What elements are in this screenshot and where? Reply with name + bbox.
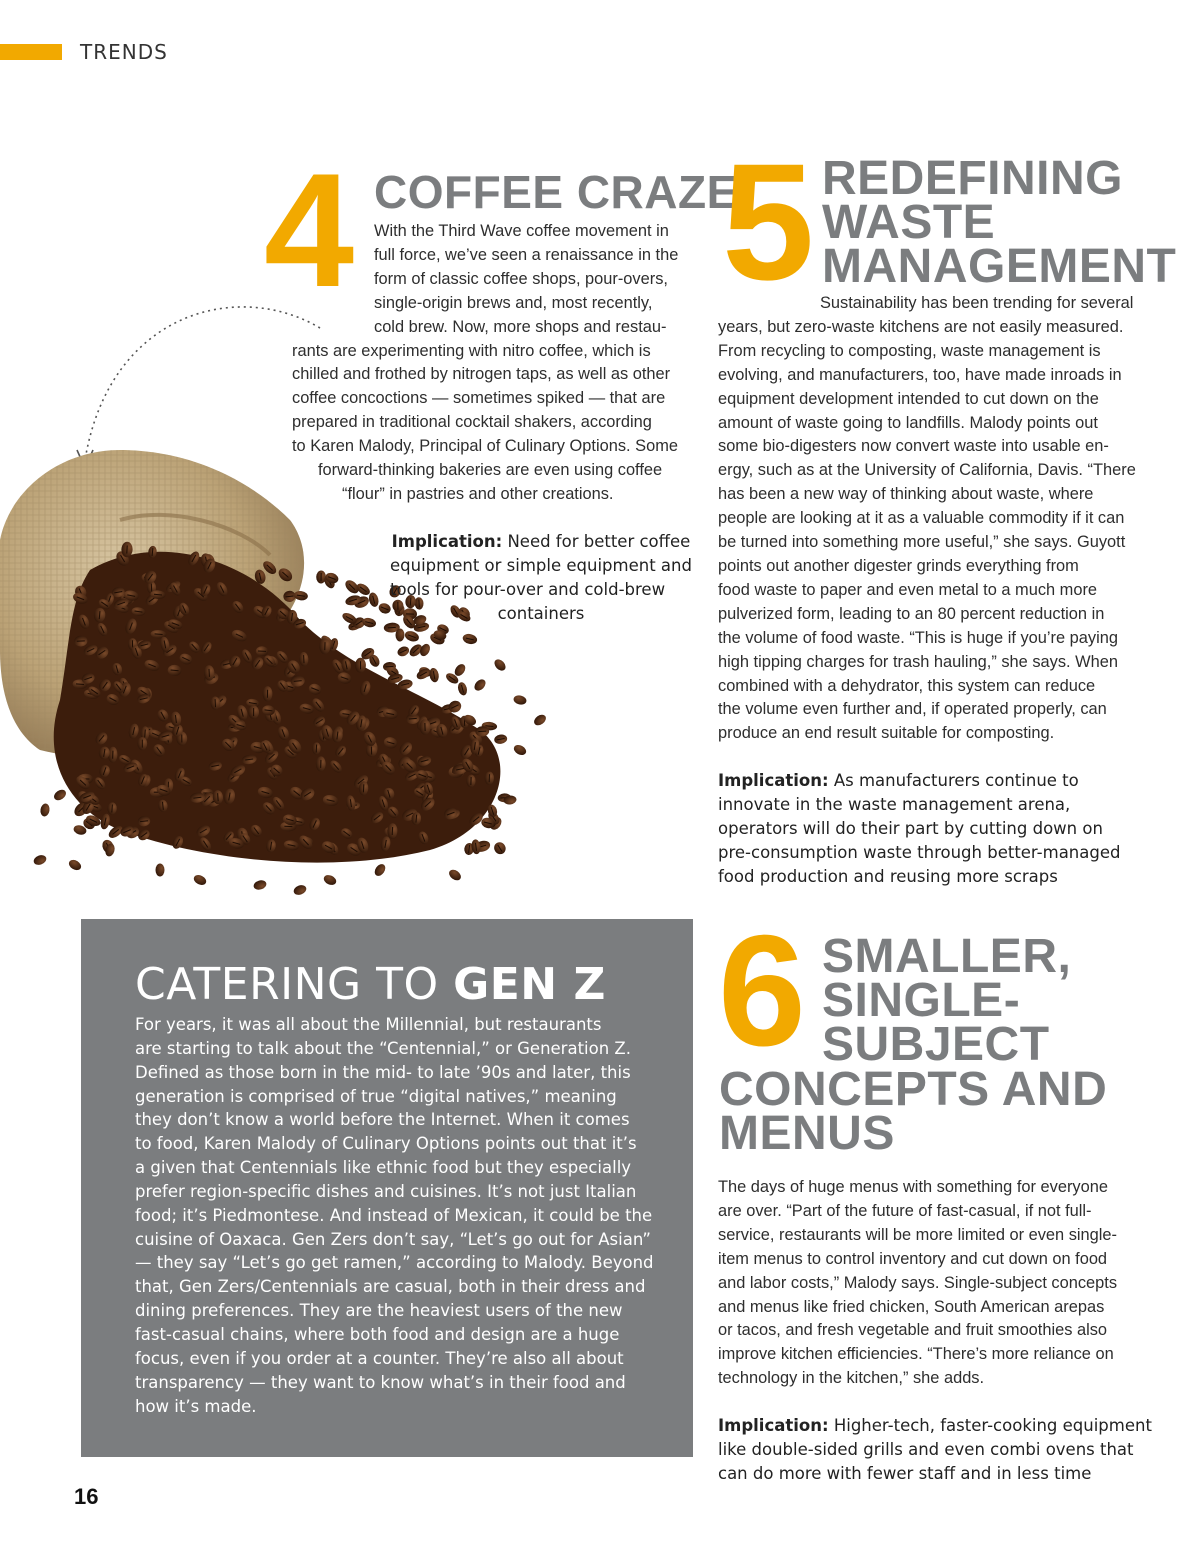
coffee-bean-crease	[388, 627, 396, 628]
trend-4-body	[292, 220, 678, 507]
trend-4-body-line: prepared in traditional cocktail shakers, according	[292, 413, 652, 432]
gen-z-body-line: fast-casual chains, where both food and design are a huge	[135, 1324, 620, 1344]
trend-5-body-line: points out another digester grinds everything from	[718, 556, 1079, 575]
trend-6-number: 6	[718, 903, 806, 1079]
coffee-bean-crease	[171, 670, 179, 671]
trend-4-body-line: form of classic coffee shops, pour-overs,	[374, 269, 668, 288]
implication-text: equipment or simple equipment and	[390, 555, 692, 575]
coffee-bean	[532, 713, 548, 728]
gen-z-body-line: how it’s made.	[135, 1396, 257, 1416]
trend-4-number: 4	[264, 140, 355, 321]
implication-text: can do more with fewer staff and in less time	[718, 1463, 1092, 1483]
coffee-bean	[67, 858, 83, 872]
coffee-bean	[156, 864, 165, 877]
trend-5-body-line: produce an end result suitable for composting.	[718, 724, 1055, 743]
trend-5-number: 5	[722, 130, 815, 315]
trend-6-body-line: improve kitchen efficiencies. “There’s more reliance on	[718, 1345, 1114, 1364]
trend-4-body-line: “flour” in pastries and other creations.	[342, 484, 614, 503]
trend-6-title-line: SINGLE-	[822, 974, 1021, 1028]
gen-z-body-line: are starting to talk about the “Centennial,” or Generation Z.	[135, 1038, 631, 1058]
trend-5-body-line: some bio-digesters now convert waste into usable en-	[718, 437, 1109, 456]
coffee-bean-crease	[145, 730, 146, 738]
coffee-bean	[252, 879, 267, 891]
trend-6-body-line: and labor costs,” Malody says. Single-subject concepts	[718, 1273, 1118, 1292]
coffee-bean	[192, 873, 208, 887]
trend-5-body-line: the volume even further and, if operated properly, can	[718, 700, 1107, 719]
trend-5-body-line: pulverized form, leading to an 80 percent reduction in	[718, 604, 1105, 623]
trend-6-body-line: service, restaurants will be more limited or even single-	[718, 1225, 1117, 1244]
coffee-bean-crease	[409, 718, 417, 719]
trend-5-body-line: high tipping charges for trash hauling,” she says. When	[718, 652, 1118, 671]
coffee-bean-crease	[76, 684, 84, 685]
coffee-bean	[512, 743, 528, 757]
gen-z-body-line: to food, Karen Malody of Culinary Options points out that it’s	[135, 1134, 637, 1154]
trend-5-body-line: Sustainability has been trending for several	[820, 294, 1134, 312]
trend-5-body-line: be turned into something more useful,” she says. Guyott	[718, 533, 1126, 552]
implication-text: like double-sided grills and even combi ovens that	[718, 1439, 1134, 1459]
implication-label: Implication:	[718, 771, 829, 790]
trend-4-implication	[390, 530, 692, 626]
coffee-bean	[472, 677, 487, 693]
implication-text: As manufacturers continue to	[828, 771, 1079, 790]
gen-z-body-line: — they say “Let’s go get ramen,” according to Malody. Beyond	[135, 1253, 654, 1273]
trend-5-implication	[718, 769, 1120, 889]
trend-4-body-line: to Karen Malody, Principal of Culinary Options. Some	[292, 437, 678, 456]
gen-z-body-line: transparency — they want to know what’s in their food and	[135, 1372, 626, 1392]
gen-z-title	[135, 959, 606, 1010]
trend-6-body-line: The days of huge menus with something for everyone	[718, 1178, 1108, 1196]
trend-6-title-line: CONCEPTS AND	[719, 1063, 1108, 1116]
gen-z-body-line: generation is comprised of true “digital natives,” meaning	[135, 1086, 617, 1106]
gen-z-body	[135, 1013, 654, 1418]
trend-6-title-line: SUBJECT	[822, 1018, 1050, 1072]
trend-4-body-line: coffee concoctions — sometimes spiked — that are	[292, 389, 666, 408]
section-label: TRENDS	[80, 40, 168, 64]
trend-5-body-line: ergy, such as at the University of California, Davis. “There	[718, 461, 1136, 480]
gen-z-body-line: cuisine of Oaxaca. Gen Zers don’t say, “Let’s go out for Asian”	[135, 1229, 651, 1249]
trend-5-body-line: amount of waste going to landfills. Malody points out	[718, 413, 1098, 432]
trend-5-body-line: years, but zero-waste kitchens are not easily measured.	[718, 317, 1124, 336]
implication-text: tools for pour-over and cold-brew	[390, 579, 666, 599]
trend-4-body-line: rants are experimenting with nitro coffee, which is	[292, 341, 651, 360]
trend-6-body	[718, 1176, 1117, 1391]
coffee-bean-crease	[478, 731, 486, 732]
implication-text: food production and reusing more scraps	[718, 866, 1058, 886]
trend-4-body-line: full force, we’ve seen a renaissance in the	[374, 245, 679, 264]
trend-6-title-line: MENUS	[719, 1107, 895, 1161]
trend-5-body-line: people are looking at it as a valuable commodity if it can	[718, 509, 1125, 528]
gen-z-title-light: CATERING TO	[135, 959, 454, 1010]
trend-5-body-line: food waste to paper and even metal to a much more	[718, 580, 1098, 599]
gen-z-body-line: prefer region-specific dishes and cuisines. It’s not just Italian	[135, 1181, 637, 1201]
coffee-bean-crease	[154, 594, 162, 595]
trend-6-title-short	[822, 930, 1072, 1072]
gen-z-body-line: For years, it was all about the Millennial, but restaurants	[135, 1015, 602, 1034]
coffee-bean	[492, 657, 507, 673]
page-number: 16	[74, 1484, 99, 1509]
coffee-bean	[513, 694, 528, 706]
coffee-bean-crease	[485, 726, 493, 727]
trend-6-body-line: or tacos, and fresh vegetable and fruit smoothies also	[718, 1321, 1108, 1340]
implication-text: pre-consumption waste through better-managed	[718, 842, 1121, 862]
trend-5-body-line: equipment development intended to cut down on the	[718, 389, 1099, 408]
gen-z-body-line: focus, even if you order at a counter. They’re also all about	[135, 1348, 624, 1368]
trend-6-body-line: and menus like fried chicken, South American arepas	[718, 1297, 1105, 1316]
coffee-bean-crease	[218, 793, 219, 801]
gen-z-body-line: a given that Centennials like ethnic food but they especially	[135, 1158, 632, 1178]
implication-label: Implication:	[391, 532, 503, 551]
coffee-bean-crease	[416, 815, 417, 823]
trend-5-title-line: WASTE	[822, 196, 996, 250]
trend-6-title-line: SMALLER,	[822, 930, 1072, 983]
trend-6-title-full	[719, 1063, 1108, 1161]
trend-5-body	[718, 292, 1136, 746]
coffee-bean-crease	[99, 611, 100, 619]
trend-6-body-line: technology in the kitchen,” she adds.	[718, 1369, 985, 1388]
implication-text: Higher-tech, faster-cooking equipment	[828, 1416, 1152, 1435]
header-accent-bar	[0, 44, 62, 60]
gen-z-body-line: dining preferences. They are the heaviest users of the new	[135, 1301, 623, 1321]
coffee-bean	[447, 868, 463, 883]
trend-5-title-line: REDEFINING	[822, 152, 1124, 205]
coffee-bean	[322, 873, 338, 887]
trend-5-body-line: has been a new way of thinking about waste, where	[718, 485, 1094, 504]
gen-z-body-line: they don’t know a world before the Internet. When it comes	[135, 1110, 630, 1130]
coffee-bean	[40, 803, 51, 817]
gen-z-body-line: that, Gen Zers/Centennials are casual, both in their dress and	[135, 1277, 646, 1297]
implication-text: containers	[497, 603, 585, 623]
trend-4-body-line: cold brew. Now, more shops and restau-	[374, 317, 667, 336]
trend-5-body-line: combined with a dehydrator, this system can reduce	[718, 676, 1096, 695]
trend-6-implication	[718, 1414, 1152, 1486]
trend-4-title: COFFEE CRAZE	[374, 166, 738, 218]
trend-5-title-line: MANAGEMENT	[822, 240, 1177, 294]
trend-5-body-line: From recycling to composting, waste management is	[718, 341, 1101, 360]
trend-4-body-line: chilled and frothed by nitrogen taps, as well as other	[292, 365, 671, 384]
coffee-bean-crease	[112, 805, 113, 813]
coffee-bean-crease	[155, 634, 163, 635]
coffee-bean	[373, 862, 388, 878]
trend-4-body-line: forward-thinking bakeries are even using coffee	[318, 461, 663, 480]
trend-6-body-line: are over. “Part of the future of fast-casual, if not full-	[718, 1201, 1092, 1220]
trend-6-body-line: item menus to control inventory and cut down on food	[718, 1249, 1108, 1268]
trend-4-body-line: With the Third Wave coffee movement in	[374, 222, 669, 240]
coffee-bean	[52, 788, 68, 803]
implication-text: innovate in the waste management arena,	[718, 794, 1071, 814]
coffee-bean	[32, 853, 47, 866]
implication-text: operators will do their part by cutting down on	[718, 818, 1103, 838]
coffee-bean	[292, 883, 307, 896]
gen-z-body-line: Defined as those born in the mid- to late ’90s and later, this	[135, 1062, 631, 1082]
trend-5-body-line: the volume of food waste. “This is huge if you’re paying	[718, 628, 1118, 647]
coffee-bean-crease	[386, 666, 394, 667]
gen-z-title-bold: GEN Z	[453, 959, 606, 1010]
trend-5-title	[822, 152, 1177, 294]
trend-4-body-line: single-origin brews and, most recently,	[374, 293, 653, 312]
gen-z-body-line: food; it’s Piedmontese. And instead of Mexican, it could be the	[135, 1205, 653, 1225]
trend-5-body-line: evolving, and manufacturers, too, have made inroads in	[718, 365, 1122, 384]
implication-text: Need for better coffee	[502, 532, 691, 551]
implication-label: Implication:	[718, 1416, 829, 1435]
gen-z-panel	[81, 919, 693, 1457]
